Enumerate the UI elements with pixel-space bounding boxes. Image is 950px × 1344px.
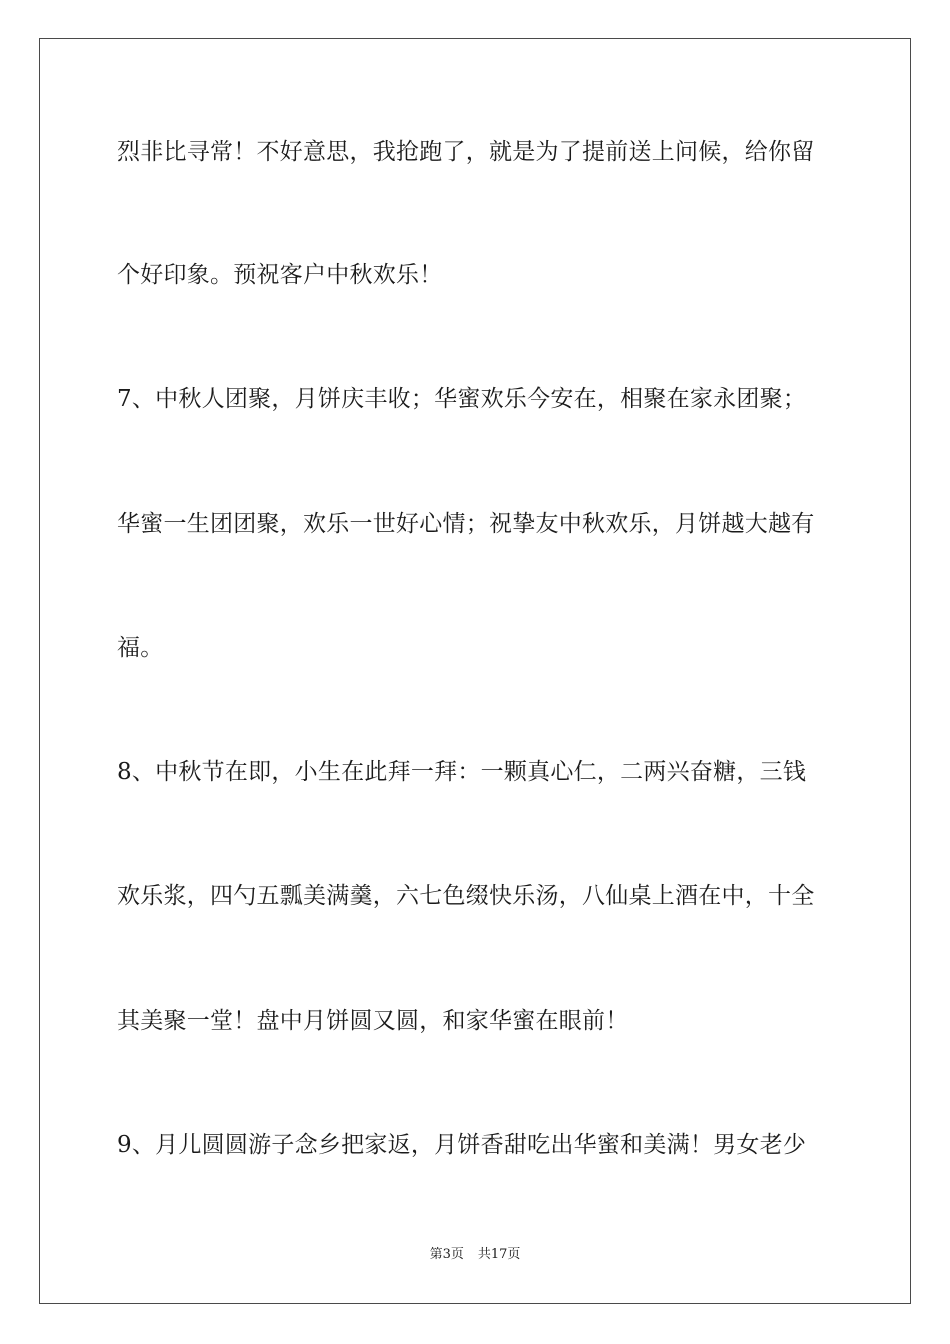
page-border xyxy=(39,38,911,1304)
body-text-line: 8、中秋节在即，小生在此拜一拜：一颗真心仁，二两兴奋糖，三钱 xyxy=(117,759,807,785)
body-text-line: 欢乐浆，四勺五瓢美满羹，六七色缀快乐汤，八仙桌上酒在中，十全 xyxy=(117,883,815,909)
body-text-line: 华蜜一生团团聚，欢乐一世好心情；祝挚友中秋欢乐，月饼越大越有 xyxy=(117,511,815,537)
body-text-line: 9、月儿圆圆游子念乡把家返，月饼香甜吃出华蜜和美满！男女老少 xyxy=(117,1132,807,1158)
body-text-line: 福。 xyxy=(117,635,164,661)
page-number: 第3页 xyxy=(429,1247,464,1262)
body-text-line: 烈非比寻常！不好意思，我抢跑了，就是为了提前送上问候，给你留 xyxy=(117,139,815,165)
body-text-line: 其美聚一堂！盘中月饼圆又圆，和家华蜜在眼前！ xyxy=(117,1008,629,1034)
body-text-line: 7、中秋人团聚，月饼庆丰收；华蜜欢乐今安在，相聚在家永团聚； xyxy=(117,386,807,412)
body-text-line: 个好印象。预祝客户中秋欢乐！ xyxy=(117,262,443,288)
total-pages: 共17页 xyxy=(477,1247,521,1262)
page-footer xyxy=(0,1246,950,1264)
